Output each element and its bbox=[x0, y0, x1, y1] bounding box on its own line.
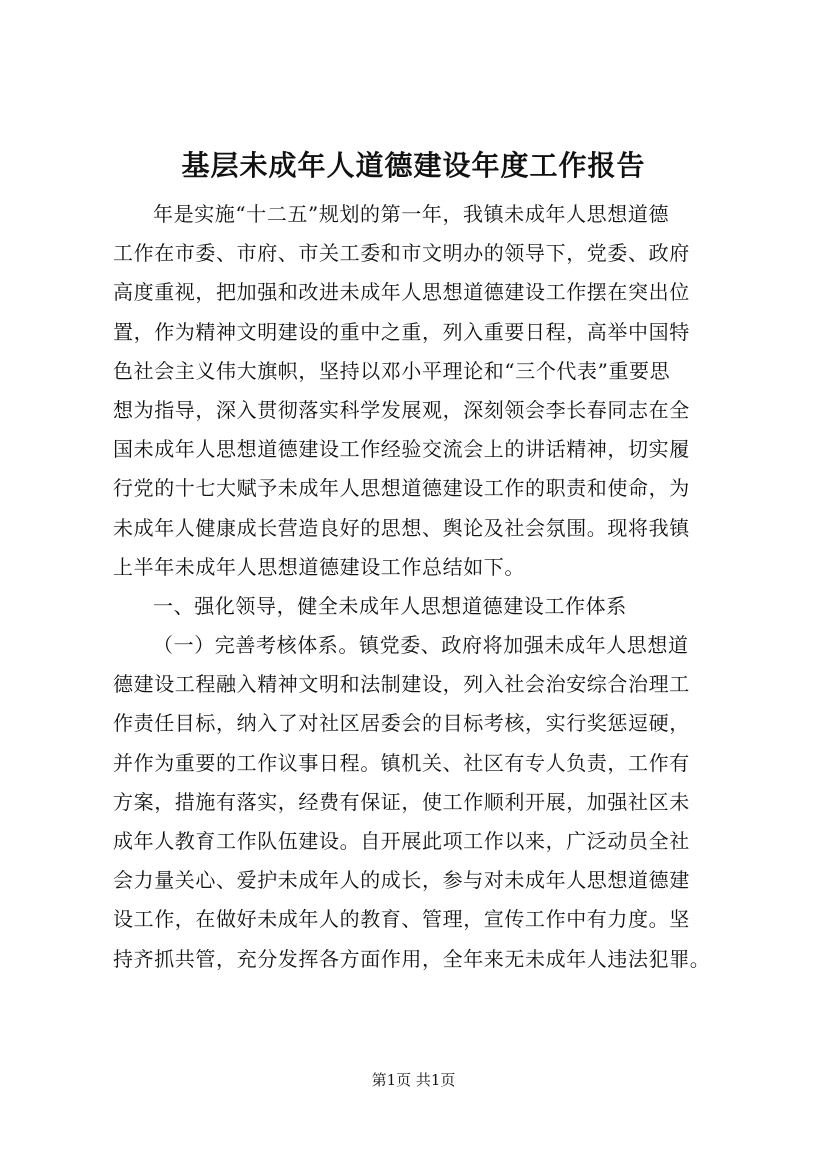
paragraph-line: 设工作，在做好未成年人的教育、管理，宣传工作中有力度。坚 bbox=[113, 907, 690, 932]
section-heading: 一、强化领导，健全未成年人思想道德建设工作体系 bbox=[153, 593, 627, 618]
paragraph-line: 上半年未成年人思想道德建设工作总结如下。 bbox=[113, 554, 525, 579]
paragraph-line: 方案，措施有落实，经费有保证，使工作顺利开展，加强社区未 bbox=[113, 789, 690, 814]
paragraph-line: 国未成年人思想道德建设工作经验交流会上的讲话精神，切实履 bbox=[113, 437, 690, 462]
paragraph-line: 置，作为精神文明建设的重中之重，列入重要日程，高举中国特 bbox=[113, 319, 690, 344]
paragraph-line: 持齐抓共管，充分发挥各方面作用，全年来无未成年人违法犯罪。 bbox=[113, 946, 711, 971]
paragraph-line: 并作为重要的工作议事日程。镇机关、社区有专人负责，工作有 bbox=[113, 750, 690, 775]
paragraph-line: 行党的十七大赋予未成年人思想道德建设工作的职责和使命，为 bbox=[113, 476, 690, 501]
paragraph-line: 会力量关心、爱护未成年人的成长，参与对未成年人思想道德建 bbox=[113, 868, 690, 893]
paragraph-line: 想为指导，深入贯彻落实科学发展观，深刻领会李长春同志在全 bbox=[113, 397, 690, 422]
paragraph-line: 年是实施“十二五”规划的第一年，我镇未成年人思想道德 bbox=[153, 202, 670, 226]
paragraph-line: 高度重视，把加强和改进未成年人思想道德建设工作摆在突出位 bbox=[113, 280, 690, 305]
paragraph-line: 作责任目标，纳入了对社区居委会的目标考核，实行奖惩逗硬， bbox=[113, 711, 690, 736]
document-body bbox=[113, 195, 738, 979]
paragraph-line: 工作在市委、市府、市关工委和市文明办的领导下，党委、政府 bbox=[113, 241, 690, 266]
document-title: 基层未成年人道德建设年度工作报告 bbox=[181, 149, 646, 182]
paragraph-line: 色社会主义伟大旗帜，坚持以邓小平理论和“三个代表”重要思 bbox=[113, 358, 671, 383]
page-footer: 第1页 共1页 bbox=[371, 1071, 456, 1089]
paragraph-line: 德建设工程融入精神文明和法制建设，列入社会治安综合治理工 bbox=[113, 672, 690, 697]
paragraph-line: （一）完善考核体系。镇党委、政府将加强未成年人思想道 bbox=[153, 633, 689, 658]
paragraph-line: 成年人教育工作队伍建设。自开展此项工作以来，广泛动员全社 bbox=[113, 829, 690, 853]
paragraph-line: 未成年人健康成长营造良好的思想、舆论及社会氛围。现将我镇 bbox=[113, 515, 690, 540]
